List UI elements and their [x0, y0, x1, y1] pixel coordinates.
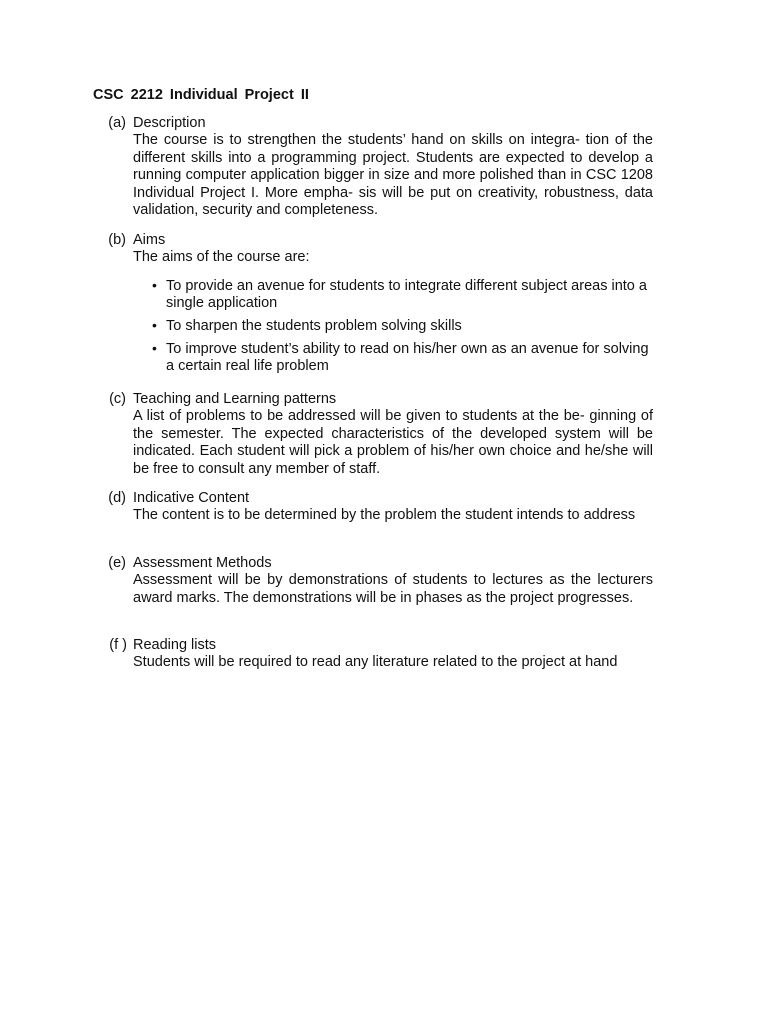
list-item	[150, 278, 650, 312]
list-item-text: To improve student’s ability to read on his/her own as an avenue for solving a certain real life problem	[166, 341, 649, 374]
section-marker: (d)	[108, 490, 126, 506]
bullet-icon: •	[152, 317, 157, 333]
section-body: The aims of the course are:	[133, 249, 310, 265]
section-body: Assessment will be by demonstrations of students to lectures as the lecturers award marks. The demonstrations will be in phases as the project progresses.	[133, 572, 653, 606]
section-body: A list of problems to be addressed will be given to students at the be- ginning of the semester. The expected characteristics of the developed system will be indicated. Each student will pick a problem of his/her own choice and he/she will be free to consult any member of staff.	[133, 408, 653, 477]
section-heading: Teaching and Learning patterns	[133, 391, 337, 407]
section-marker: (c)	[109, 391, 126, 407]
section-marker: (f )	[109, 637, 127, 653]
section-heading: Description	[133, 115, 206, 131]
section-marker: (e)	[108, 555, 126, 571]
section-marker: (a)	[108, 115, 126, 131]
bullet-icon: •	[152, 340, 157, 356]
section-heading: Reading lists	[133, 637, 217, 653]
section-body: The course is to strengthen the students’ hand on skills on integra- tion of the different skills into a programming project. Students are expected to develop a running computer application bigger in size and more polished than in CSC 1208 Individual Project I. More empha- sis will be put on creativity, robustness, data validation, security and completeness.	[133, 132, 653, 219]
list-item	[150, 341, 650, 375]
list-item-text: To provide an avenue for students to integrate different subject areas into a single application	[166, 278, 647, 311]
page-title: CSC 2212 Individual Project II	[93, 87, 309, 103]
section-heading: Indicative Content	[133, 490, 250, 506]
section-heading: Aims	[133, 232, 166, 248]
section-body: Students will be required to read any literature related to the project at hand	[133, 654, 618, 670]
list-item-text: To sharpen the students problem solving skills	[166, 318, 462, 334]
aims-list	[150, 278, 650, 381]
section-heading: Assessment Methods	[133, 555, 272, 571]
list-item	[150, 318, 650, 335]
bullet-icon: •	[152, 277, 157, 293]
section-marker: (b)	[108, 232, 126, 248]
section-body: The content is to be determined by the problem the student intends to address	[133, 507, 636, 523]
